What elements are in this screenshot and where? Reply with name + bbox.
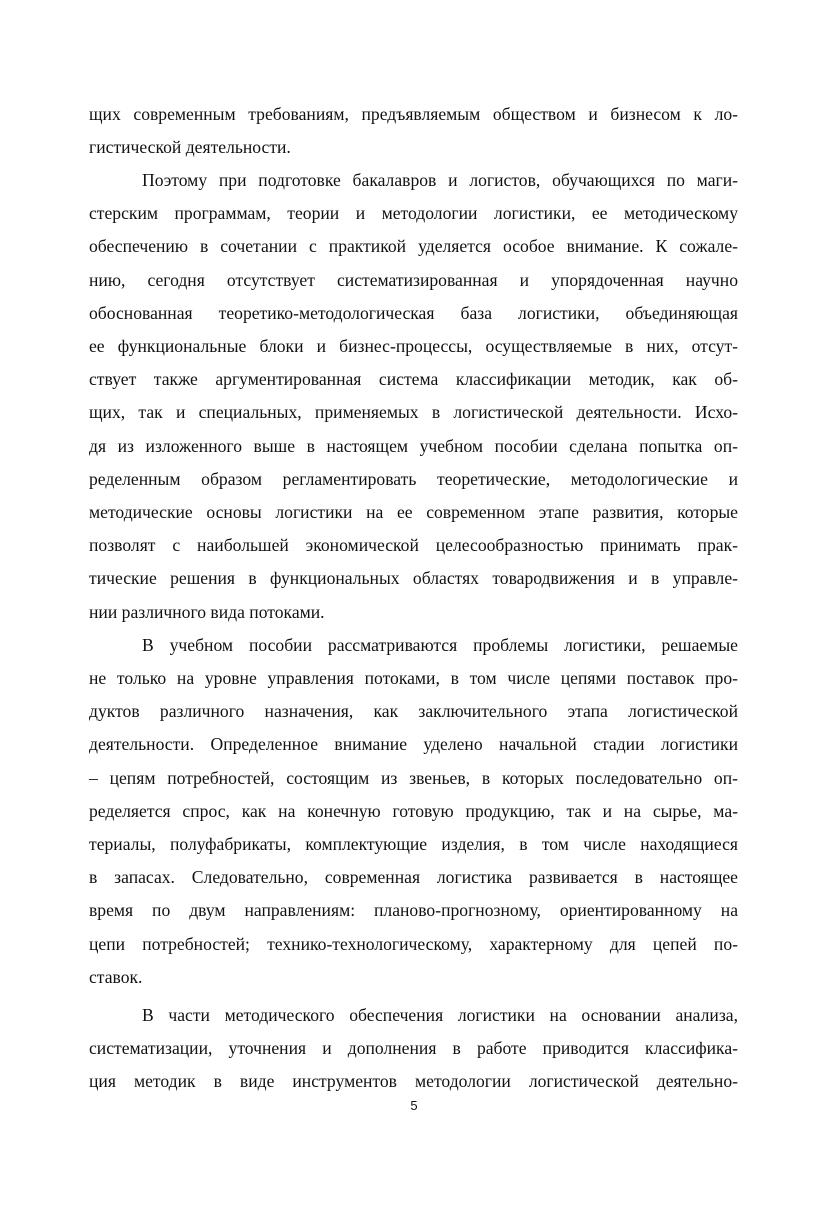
- text-line: обоснованная теоретико-методологическая база логистики, объединяющая: [89, 303, 738, 323]
- text-line: ствует также аргументированная система классификации методик, как об-: [89, 369, 738, 389]
- text-line: время по двум направлениям: планово-прогнозному, ориентированному на: [89, 900, 738, 920]
- text-line: методические основы логистики на ее современном этапе развития, которые: [89, 502, 738, 522]
- text-line: ределяется спрос, как на конечную готовую продукцию, так и на сырье, ма-: [89, 801, 738, 821]
- text-line: щих современным требованиям, предъявляемым обществом и бизнесом к ло-: [89, 104, 738, 124]
- text-line: нии различного вида потоками.: [89, 602, 325, 622]
- text-line: ция методик в виде инструментов методологии логистической деятельно-: [89, 1071, 738, 1091]
- page-number: 5: [410, 1098, 418, 1113]
- text-line: щих, так и специальных, применяемых в логистической деятельности. Исхо-: [89, 402, 738, 422]
- text-line: – цепям потребностей, состоящим из звеньев, в которых последовательно оп-: [89, 768, 738, 788]
- text-line: Поэтому при подготовке бакалавров и логистов, обучающихся по маги-: [142, 170, 738, 190]
- text-line: в запасах. Следовательно, современная логистика развивается в настоящее: [89, 867, 738, 887]
- text-line: обеспечению в сочетании с практикой уделяется особое внимание. К сожале-: [89, 236, 738, 256]
- text-line: ставок.: [89, 967, 143, 987]
- text-line: дуктов различного назначения, как заключительного этапа логистической: [89, 701, 738, 721]
- text-line: дя из изложенного выше в настоящем учебном пособии сделана попытка оп-: [89, 436, 738, 456]
- text-line: гистической деятельности.: [89, 137, 291, 157]
- text-line: не только на уровне управления потоками, в том числе цепями поставок про-: [89, 668, 738, 688]
- text-line: териалы, полуфабрикаты, комплектующие изделия, в том числе находящиеся: [89, 834, 738, 854]
- text-line: позволят с наибольшей экономической целесообразностью принимать прак-: [89, 535, 738, 555]
- text-line: В учебном пособии рассматриваются проблемы логистики, решаемые: [142, 635, 738, 655]
- text-line: деятельности. Определенное внимание уделено начальной стадии логистики: [89, 734, 738, 754]
- text-line: нию, сегодня отсутствует систематизированная и упорядоченная научно: [89, 270, 738, 290]
- text-line: ее функциональные блоки и бизнес-процессы, осуществляемые в них, отсут-: [89, 336, 738, 356]
- text-line: ределенным образом регламентировать теоретические, методологические и: [89, 469, 738, 489]
- text-line: систематизации, уточнения и дополнения в работе приводится классифика-: [89, 1038, 738, 1058]
- text-line: цепи потребностей; технико-технологическому, характерному для цепей по-: [89, 934, 738, 954]
- text-line: стерским программам, теории и методологии логистики, ее методическому: [89, 203, 738, 223]
- text-line: В части методического обеспечения логистики на основании анализа,: [142, 1005, 738, 1025]
- text-line: тические решения в функциональных областях товародвижения и в управле-: [89, 568, 738, 588]
